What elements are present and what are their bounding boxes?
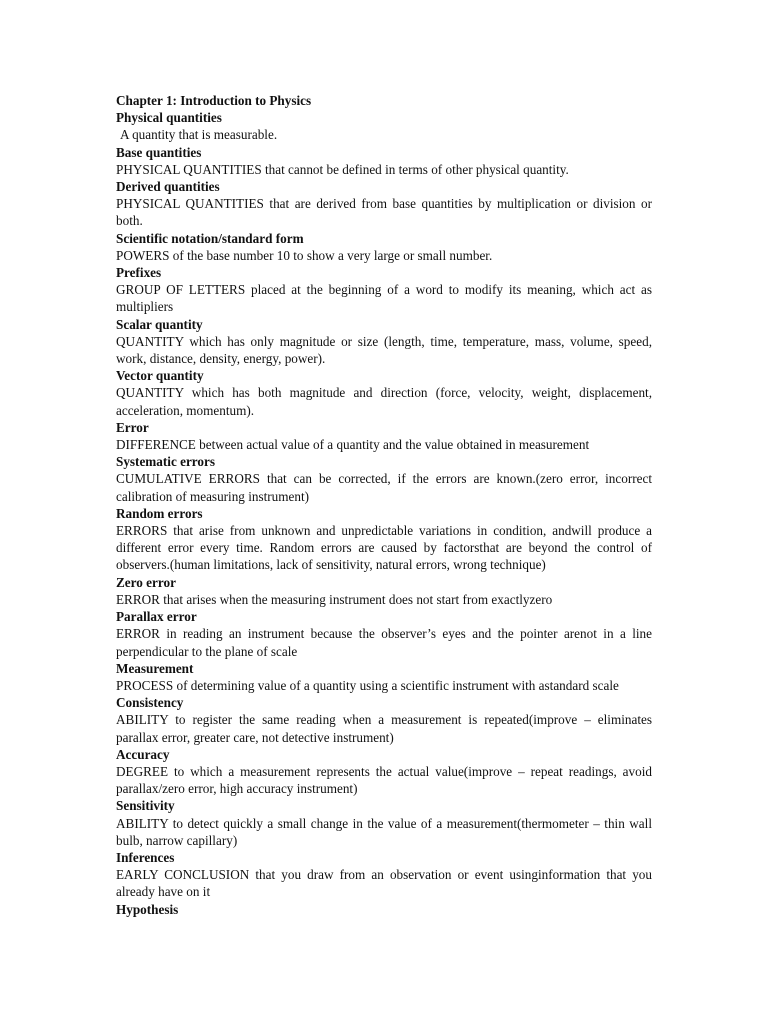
definition-sensitivity: ABILITY to detect quickly a small change in the value of a measurement(thermometer – thin wall bulb, narrow capillary): [116, 815, 652, 848]
definition-scalar-quantity: QUANTITY which has only magnitude or size (length, time, temperature, mass, volume, speed, work, distance, density, energy, power).: [116, 333, 652, 367]
definition-error: DIFFERENCE between actual value of a quantity and the value obtained in measurement: [116, 437, 590, 453]
definition-scientific-notation: POWERS of the base number 10 to show a very large or small number.: [116, 247, 493, 263]
definition-consistency: ABILITY to register the same reading when a measurement is repeated(improve – eliminates parallax error, greater care, not detective instrument): [116, 712, 652, 745]
definition-base-quantities: PHYSICAL QUANTITIES that cannot be defined in terms of other physical quantity.: [116, 161, 569, 177]
term-scientific-notation: Scientific notation/standard form: [116, 230, 304, 246]
term-hypothesis: Hypothesis: [116, 901, 179, 917]
definition-physical-quantities: A quantity that is measurable.: [120, 127, 278, 143]
definition-random-errors: ERRORS that arise from unknown and unpredictable variations in condition, andwill produce a different error every time. Random errors are caused by factorsthat are beyond the control of observers.(human limitations, lack of sensitivity, natural errors, wrong technique): [116, 523, 652, 573]
term-base-quantities: Base quantities: [116, 144, 202, 160]
definition-parallax-error: ERROR in reading an instrument because the observer’s eyes and the pointer arenot in a line perpendicular to the plane of scale: [116, 626, 652, 659]
term-prefixes: Prefixes: [116, 265, 162, 281]
term-consistency: Consistency: [116, 695, 184, 711]
term-physical-quantities: Physical quantities: [116, 110, 222, 126]
definition-inferences: EARLY CONCLUSION that you draw from an observation or event usinginformation that you already have on it: [116, 867, 652, 900]
term-derived-quantities: Derived quantities: [116, 179, 220, 195]
definition-zero-error: ERROR that arises when the measuring instrument does not start from exactlyzero: [116, 591, 553, 607]
term-parallax-error: Parallax error: [116, 609, 197, 625]
term-random-errors: Random errors: [116, 505, 203, 521]
term-accuracy: Accuracy: [116, 746, 170, 762]
term-zero-error: Zero error: [116, 574, 176, 590]
definition-derived-quantities: PHYSICAL QUANTITIES that are derived from base quantities by multiplication or division or both.: [116, 196, 652, 229]
term-sensitivity: Sensitivity: [116, 798, 175, 814]
chapter-title: Chapter 1: Introduction to Physics: [116, 93, 312, 108]
term-inferences: Inferences: [116, 849, 175, 865]
definition-systematic-errors: CUMULATIVE ERRORS that can be corrected, if the errors are known.(zero error, incorrect calibration of measuring instrument): [116, 471, 652, 504]
term-systematic-errors: Systematic errors: [116, 454, 215, 470]
term-measurement: Measurement: [116, 660, 194, 676]
definition-accuracy: DEGREE to which a measurement represents the actual value(improve – repeat readings, avoid parallax/zero error, high accuracy instrument): [116, 763, 652, 797]
notes-body: [116, 92, 652, 918]
definition-measurement: PROCESS of determining value of a quantity using a scientific instrument with astandard scale: [116, 677, 619, 693]
term-scalar-quantity: Scalar quantity: [116, 316, 203, 332]
definition-prefixes: GROUP OF LETTERS placed at the beginning of a word to modify its meaning, which act as multipliers: [116, 282, 652, 315]
term-error: Error: [116, 419, 149, 435]
term-vector-quantity: Vector quantity: [116, 368, 204, 384]
definition-vector-quantity: QUANTITY which has both magnitude and direction (force, velocity, weight, displacement, acceleration, momentum).: [116, 385, 652, 418]
